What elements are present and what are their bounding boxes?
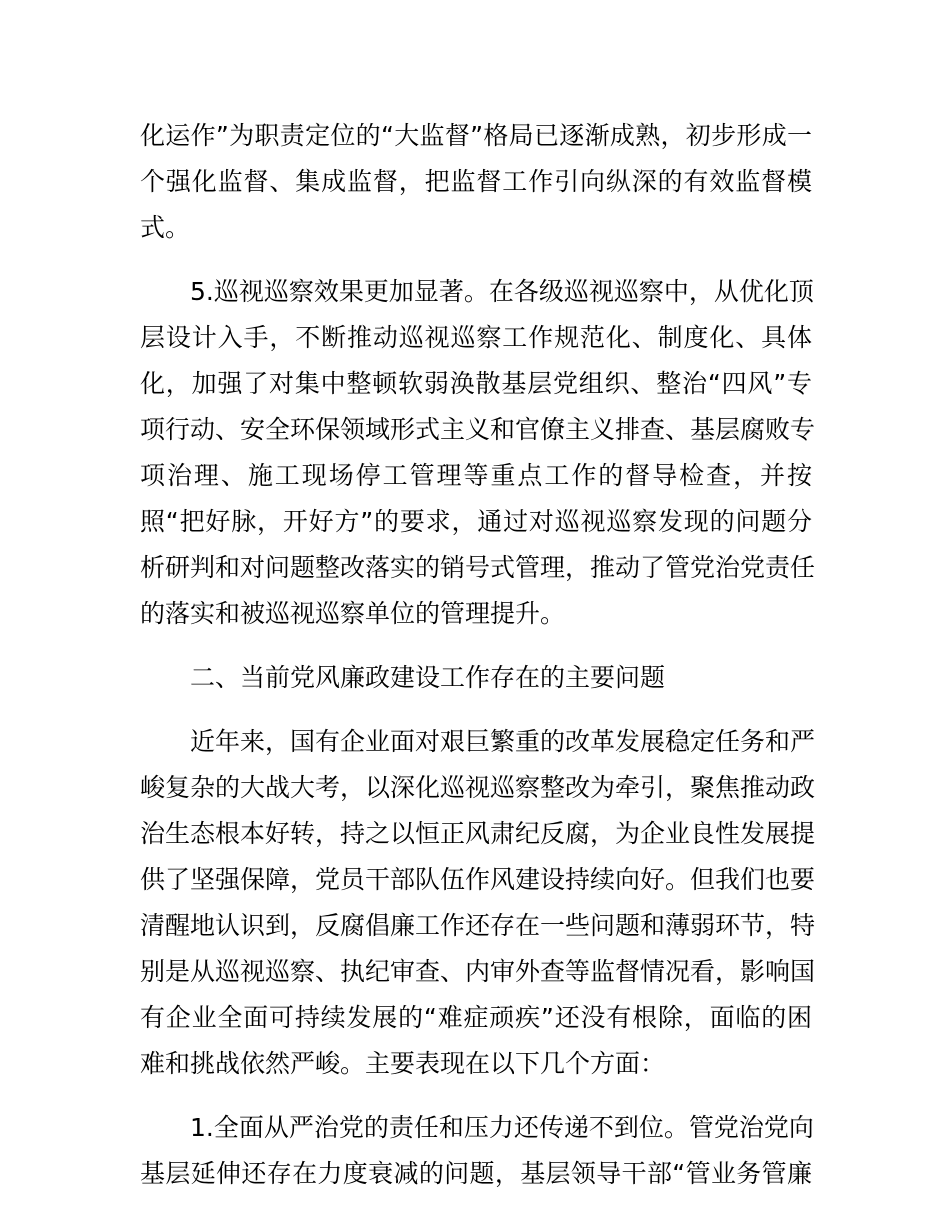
text-line: 清醒地认识到，反腐倡廉工作还存在一些问题和薄弱环节，特: [140, 911, 816, 940]
paragraph-item-1: [140, 1110, 812, 1202]
paragraph-item-5: [140, 274, 816, 642]
section-heading: [140, 660, 812, 706]
paragraph-gap: [140, 706, 812, 724]
text-line: 个强化监督、集成监督，把监督工作引向纵深的有效监督模: [140, 167, 812, 196]
paragraph-continuation: [140, 118, 812, 256]
text-line: 1.全面从严治党的责任和压力还传递不到位。管党治党向: [190, 1113, 814, 1142]
text-line: 层设计入手，不断推动巡视巡察工作规范化、制度化、具体: [140, 323, 812, 352]
text-line: 5.巡视巡察效果更加显著。在各级巡视巡察中，从优化顶: [190, 277, 814, 306]
text-line: 别是从巡视巡察、执纪审查、内审外查等监督情况看，影响国: [140, 957, 816, 986]
text-line: 析研判和对问题整改落实的销号式管理，推动了管党治党责任: [140, 553, 816, 582]
text-line: 式。: [140, 213, 191, 242]
text-line: 的落实和被巡视巡察单位的管理提升。: [140, 599, 566, 628]
paragraph-gap: [140, 642, 812, 660]
text-line: 项行动、安全环保领域形式主义和官僚主义排查、基层腐败专: [140, 415, 816, 444]
document-body: [140, 118, 816, 1202]
text-line: 供了坚强保障，党员干部队伍作风建设持续向好。但我们也要: [140, 865, 816, 894]
text-line: 化运作”为职责定位的“大监督”格局已逐渐成熟，初步形成一: [140, 121, 812, 150]
text-line: 治生态根本好转，持之以恒正风肃纪反腐，为企业良性发展提: [140, 819, 816, 848]
paragraph-intro: [140, 724, 816, 1092]
text-line: 照“把好脉，开好方”的要求，通过对巡视巡察发现的问题分: [140, 507, 812, 536]
text-line: 近年来，国有企业面对艰巨繁重的改革发展稳定任务和严: [190, 727, 816, 756]
paragraph-gap: [140, 1092, 812, 1110]
text-line: 项治理、施工现场停工管理等重点工作的督导检查，并按: [140, 461, 812, 490]
text-line: 难和挑战依然严峻。主要表现在以下几个方面：: [140, 1049, 666, 1078]
text-line: 有企业全面可持续发展的“难症顽疾”还没有根除，面临的困: [140, 1003, 812, 1032]
text-line: 化，加强了对集中整顿软弱涣散基层党组织、整治“四风”专: [140, 369, 812, 398]
paragraph-gap: [140, 256, 812, 274]
text-line: 基层延伸还存在力度衰减的问题，基层领导干部“管业务管廉: [140, 1159, 812, 1188]
text-line: 峻复杂的大战大考，以深化巡视巡察整改为牵引，聚焦推动政: [140, 773, 816, 802]
heading-text: 二、当前党风廉政建设工作存在的主要问题: [190, 663, 666, 692]
